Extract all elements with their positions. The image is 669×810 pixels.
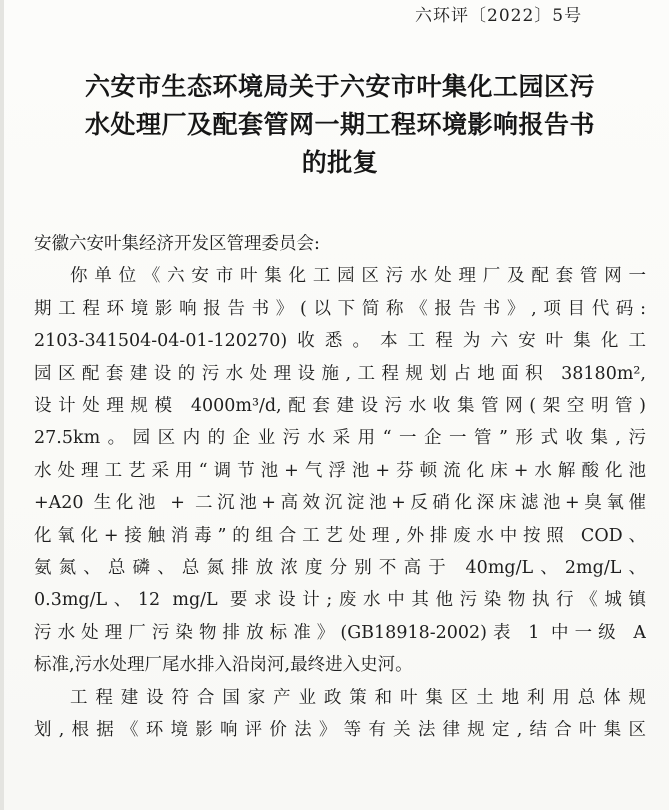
title-line-2: 水处理厂及配套管网一期工程环境影响报告书 (84, 110, 595, 139)
bleed-through-text (30, 32, 650, 55)
body-line: 园区配套建设的污水处理设施,工程规划占地面积 38180m², (34, 363, 646, 384)
addressee: 安徽六安叶集经济开发区管理委员会: (34, 234, 320, 254)
body-line: 27.5km。园区内的企业污水采用“一企一管”形式收集,污 (34, 428, 646, 449)
body-line: 化氧化+接触消毒”的组合工艺处理,外排废水中按照 COD、 (34, 525, 646, 546)
document-body (34, 228, 646, 747)
body-line: 水处理工艺采用“调节池+气浮池+芬顿流化床+水解酸化池 (34, 460, 646, 481)
document-title (30, 68, 650, 182)
body-line: 期工程环境影响报告书》(以下简称《报告书》,项目代码: (34, 298, 646, 319)
document-number: 六环评〔2022〕5号 (415, 6, 583, 26)
body-line: 划,根据《环境影响评价法》等有关法律规定,结合叶集区 (34, 720, 646, 741)
title-line-1: 六安市生态环境局关于六安市叶集化工园区污 (84, 72, 595, 101)
body-line: 2103-341504-04-01-120270)收悉。本工程为六安叶集化工 (34, 331, 646, 352)
body-line: 工程建设符合国家产业政策和叶集区土地利用总体规 (70, 687, 646, 708)
body-line: 污水处理厂污染物排放标准》(GB18918-2002)表 1 中一级 A (34, 622, 646, 643)
title-line-3: 的批复 (301, 148, 379, 177)
body-line: 标准,污水处理厂尾水排入沿岗河,最终进入史河。 (34, 655, 413, 676)
page-edge-shadow (0, 0, 4, 810)
body-line: 0.3mg/L、12 mg/L 要求设计;废水中其他污染物执行《城镇 (34, 590, 646, 611)
body-line: +A20 生化池 + 二沉池+高效沉淀池+反硝化深床滤池+臭氧催 (34, 493, 646, 514)
body-line: 氨氮、总磷、总氮排放浓度分别不高于 40mg/L、2mg/L、 (34, 558, 646, 579)
body-line: 设计处理规模 4000m³/d,配套建设污水收集管网(架空明管) (34, 396, 646, 417)
body-line: 你单位《六安市叶集化工园区污水处理厂及配套管网一 (70, 266, 646, 287)
